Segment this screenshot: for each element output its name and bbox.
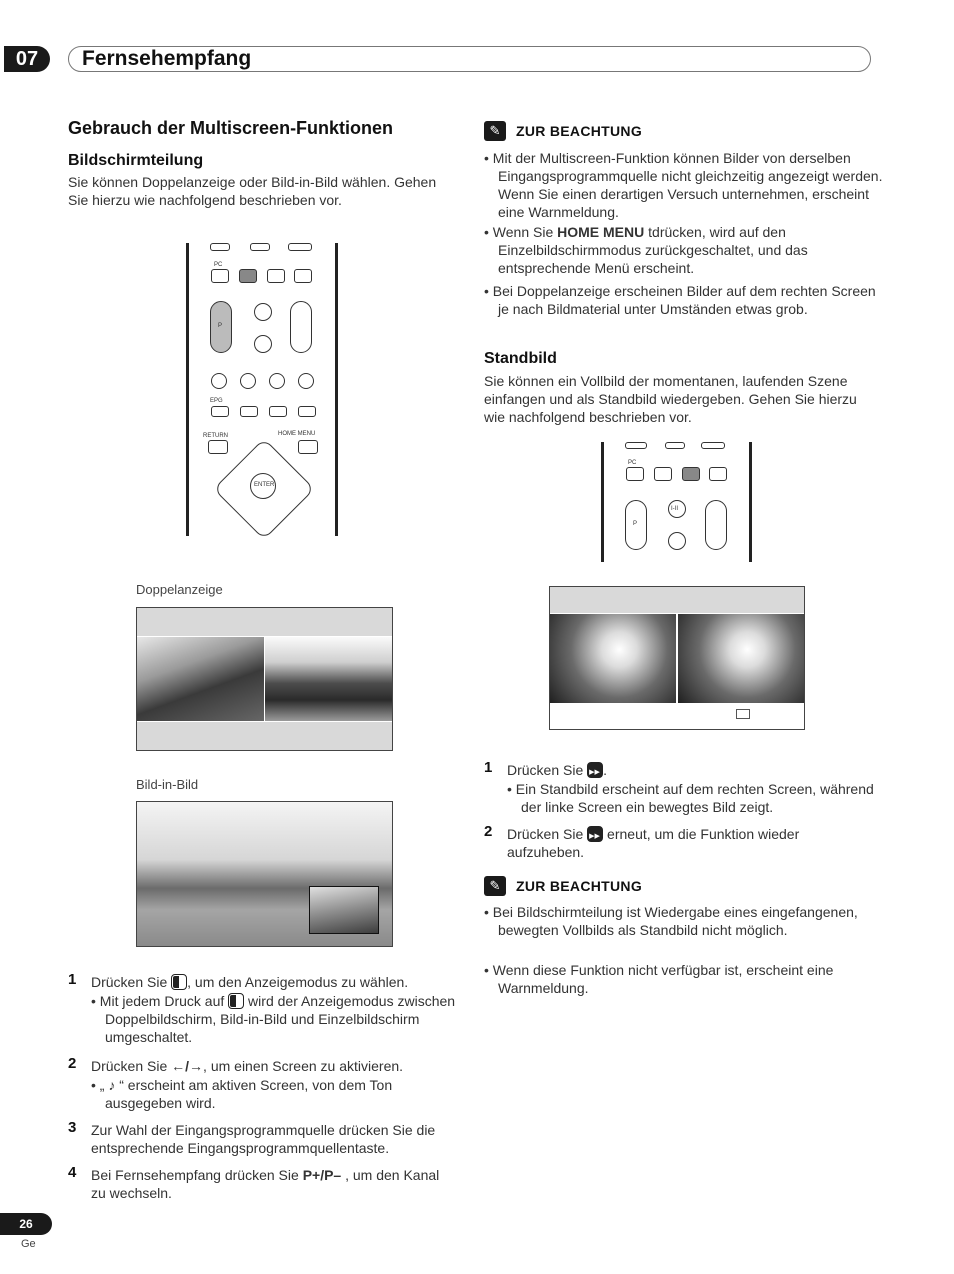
- remote-p-label: P: [633, 521, 638, 527]
- standbild-title: Standbild: [484, 350, 557, 367]
- arrow-left-right-icon: ←/→: [171, 1058, 204, 1074]
- language-code: Ge: [21, 1238, 36, 1250]
- standbild-intro: Sie können ein Vollbild der momentanen, laufenden Szene einfangen und als Standbild wiedergeben. Gehen Sie hierzu wie nachfolgend beschrieben vor.: [484, 373, 857, 425]
- step-2-sub: • „ ♪ “ erscheint am aktiven Screen, von dem Ton ausgegeben wird.: [91, 1077, 393, 1111]
- note-pencil-icon: ✎: [484, 121, 506, 141]
- remote-illustration: [186, 243, 340, 536]
- page-number: 26: [0, 1213, 52, 1235]
- freeze-icon: [587, 762, 603, 778]
- step-num: 4: [68, 1164, 77, 1181]
- remote-home-menu-label: HOME MENU: [278, 431, 316, 437]
- step-4-text: Bei Fernsehempfang drücken Sie P+/P– , um den Kanal zu wechseln.: [91, 1167, 440, 1201]
- step-num: 1: [68, 971, 77, 988]
- freeze-step-1-text: Drücken Sie ▶▶.: [507, 761, 872, 779]
- freeze-step-2-text: Drücken Sie ▶▶ erneut, um die Funktion wieder aufzuheben.: [507, 825, 872, 861]
- remote-p-label: P: [218, 323, 223, 329]
- note-header: ✎ ZUR BEACHTUNG: [484, 121, 642, 141]
- note2-item-1: • Bei Bildschirmteilung ist Wiedergabe eines eingefangenen, bewegten Vollbilds als Standbild nicht möglich.: [484, 904, 858, 938]
- remote-return-label: RETURN: [203, 433, 228, 439]
- dual-screen-illustration: [136, 607, 393, 751]
- chapter-number: 07: [4, 46, 50, 72]
- step-num: 1: [484, 759, 493, 776]
- freeze-indicator-icon: [736, 709, 750, 719]
- section-title: Gebrauch der Multiscreen-Funktionen: [68, 118, 394, 138]
- remote-i-ii-label: I-II: [671, 506, 678, 512]
- note1-item-3: • Bei Doppelanzeige erscheinen Bilder auf dem rechten Screen je nach Bildmaterial unter Umständen etwas grob.: [484, 283, 876, 317]
- remote-illustration-freeze: [601, 442, 753, 562]
- step-2-text: Drücken Sie ←/→, um einen Screen zu aktivieren.: [91, 1058, 404, 1074]
- freeze-icon: [587, 826, 603, 842]
- note2-item-2: • Wenn diese Funktion nicht verfügbar ist, erscheint eine Warnmeldung.: [484, 962, 834, 996]
- chapter-title: Fernsehempfang: [82, 47, 252, 70]
- freeze-screen-illustration: [549, 586, 805, 730]
- multiscreen-button[interactable]: [239, 269, 257, 283]
- note1-item-1: • Mit der Multiscreen-Funktion können Bilder von derselben Eingangsprogrammquelle nicht gleichzeitig angezeigt werden. Wenn Sie einen derartigen Versuch unternehmen, erscheint eine Warnmeldung.: [484, 150, 883, 220]
- freeze-step-1-sub: • Ein Standbild erscheint auf dem rechten Screen, während der linke Screen ein bewegtes Bild zeigt.: [507, 781, 874, 815]
- remote-enter-label: ENTER: [254, 482, 275, 488]
- intro-text: Sie können Doppelanzeige oder Bild-in-Bild wählen. Gehen Sie hierzu wie nachfolgend beschrieben vor.: [68, 174, 437, 208]
- step-1-text: Drücken Sie , um den Anzeigemodus zu wählen.: [91, 974, 409, 990]
- step-num: 2: [484, 823, 493, 840]
- note-header: ✎ ZUR BEACHTUNG: [484, 876, 642, 896]
- step-3-text: Zur Wahl der Eingangsprogrammquelle drücken Sie die entsprechende Eingangsprogrammquellentaste.: [91, 1122, 436, 1156]
- pip-screen-illustration: [136, 801, 393, 947]
- multiscreen-icon: [228, 993, 244, 1009]
- step-1-sub: • Mit jedem Druck auf wird der Anzeigemodus zwischen Doppelbildschirm, Bild-in-Bild und Einzelbildschirm umgeschaltet.: [91, 993, 456, 1045]
- note1-item-2: • Wenn Sie HOME MENU tdrücken, wird auf den Einzelbildschirmmodus zurückgeschaltet, und das entsprechende Menü erscheint.: [484, 224, 808, 276]
- freeze-button[interactable]: [682, 467, 700, 481]
- caption-dual: Doppelanzeige: [136, 582, 223, 597]
- subsection-title: Bildschirmteilung: [68, 152, 204, 169]
- remote-pc-label: PC: [628, 460, 637, 466]
- step-num: 2: [68, 1055, 77, 1072]
- multiscreen-icon: [171, 974, 187, 990]
- note-pencil-icon: ✎: [484, 876, 506, 896]
- remote-epg-label: EPG: [210, 398, 223, 404]
- step-num: 3: [68, 1119, 77, 1136]
- remote-pc-label: PC: [214, 262, 223, 268]
- caption-pip: Bild-in-Bild: [136, 777, 199, 792]
